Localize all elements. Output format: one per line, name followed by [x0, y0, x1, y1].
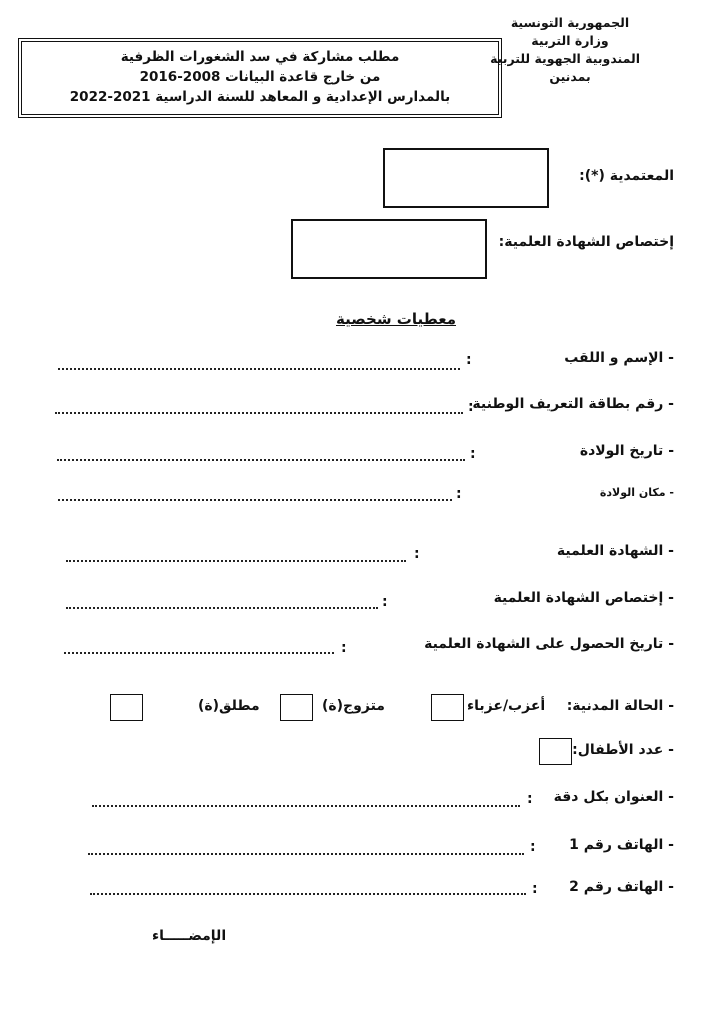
title-line-1: مطلب مشاركة في سد الشغورات الظرفية — [120, 49, 400, 65]
address-input-line[interactable] — [92, 805, 520, 807]
birth-place-colon: : — [456, 486, 462, 502]
title-line-3: بالمدارس الإعدادية و المعاهد للسنة الدراسية 2021-2022 — [69, 89, 451, 105]
marital-divorced-checkbox[interactable] — [110, 694, 143, 721]
children-count-box[interactable] — [539, 738, 572, 765]
address-label: - العنوان بكل دقة — [553, 789, 674, 805]
phone1-input-line[interactable] — [88, 853, 524, 855]
ministry-line-2: وزارة التربية — [531, 33, 609, 48]
birth-date-input-line[interactable] — [57, 459, 465, 461]
signature-label: الإمضـــــاء — [152, 928, 227, 944]
id-card-colon: : — [468, 399, 474, 415]
marital-single-label: أعزب/عزباء — [467, 698, 546, 714]
degree-date-input-line[interactable] — [64, 652, 334, 654]
phone2-colon: : — [532, 881, 538, 897]
children-count-label: - عدد الأطفال: — [572, 742, 674, 758]
district-input-box[interactable] — [383, 148, 549, 208]
degree-specialty-colon: : — [382, 594, 388, 610]
district-label: المعتمدية (*): — [579, 168, 674, 184]
name-label: - الإسم و اللقب — [564, 350, 674, 366]
birth-place-input-line[interactable] — [58, 499, 452, 501]
degree-input-line[interactable] — [66, 560, 406, 562]
birth-date-colon: : — [470, 446, 476, 462]
title-box — [18, 38, 502, 118]
degree-specialty-label: - إختصاص الشهادة العلمية — [493, 590, 674, 606]
degree-label: - الشهادة العلمية — [556, 543, 674, 559]
address-colon: : — [527, 791, 533, 807]
id-card-input-line[interactable] — [55, 412, 463, 414]
phone1-label: - الهاتف رقم 1 — [569, 837, 674, 853]
ministry-line-4: بمدنين — [549, 69, 591, 84]
name-input-line[interactable] — [58, 368, 460, 370]
degree-date-label: - تاريخ الحصول على الشهادة العلمية — [424, 636, 674, 652]
degree-date-colon: : — [341, 640, 347, 656]
degree-specialty-input-line[interactable] — [66, 607, 378, 609]
marital-married-checkbox[interactable] — [280, 694, 313, 721]
specialty-input-box[interactable] — [291, 219, 487, 279]
section-title: معطيات شخصية — [336, 310, 456, 328]
phone2-label: - الهاتف رقم 2 — [569, 879, 674, 895]
marital-married-label: متزوج(ة) — [322, 698, 385, 714]
ministry-header — [490, 14, 640, 86]
marital-single-checkbox[interactable] — [431, 694, 464, 721]
phone2-input-line[interactable] — [90, 893, 526, 895]
title-line-2: من خارج قاعدة البيانات 2008-2016 — [139, 69, 381, 85]
ministry-line-1: الجمهورية التونسية — [510, 15, 630, 30]
birth-place-label: - مكان الولادة — [599, 486, 674, 499]
marital-divorced-label: مطلق(ة) — [198, 698, 260, 714]
ministry-line-3: المندوبية الجهوية للتربية — [490, 51, 640, 66]
degree-colon: : — [414, 546, 420, 562]
phone1-colon: : — [530, 839, 536, 855]
marital-status-label: - الحالة المدنية: — [566, 698, 674, 714]
birth-date-label: - تاريخ الولادة — [579, 443, 674, 459]
id-card-label: - رقم بطاقة التعريف الوطنية — [472, 396, 674, 412]
name-colon: : — [466, 352, 472, 368]
specialty-top-label: إختصاص الشهادة العلمية: — [498, 234, 674, 250]
